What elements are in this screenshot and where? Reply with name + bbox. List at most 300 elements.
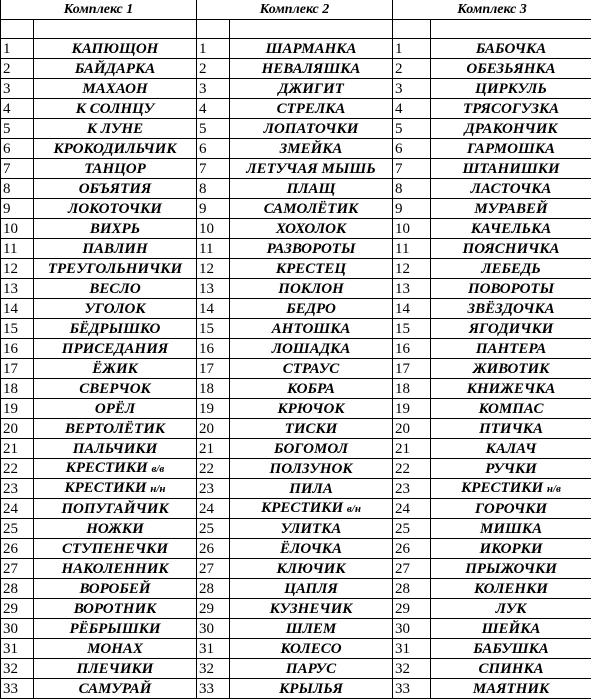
table-row bbox=[1, 599, 591, 619]
exercise-name-text: РЁБРЫШКИ bbox=[69, 620, 161, 637]
exercise-number: 8 bbox=[1, 179, 34, 199]
exercise-name bbox=[431, 519, 591, 539]
exercise-name-text: БАБОЧКА bbox=[475, 40, 547, 57]
exercise-number: 20 bbox=[197, 419, 230, 439]
exercise-number: 14 bbox=[1, 299, 34, 319]
header-complex-3: Комплекс 3 bbox=[393, 0, 591, 20]
exercise-name-text: ЁЛОЧКА bbox=[280, 540, 342, 557]
exercise-name-text: МУРАВЕЙ bbox=[474, 200, 548, 217]
exercise-name-text: ЛОШАДКА bbox=[271, 340, 351, 357]
exercise-name bbox=[34, 239, 197, 259]
table-row bbox=[1, 119, 591, 139]
exercise-name-text: КАПЮЩОН bbox=[71, 40, 159, 57]
exercise-number: 27 bbox=[197, 559, 230, 579]
exercise-name-text: ПОПУГАЙЧИК bbox=[61, 500, 169, 517]
exercise-name bbox=[230, 159, 393, 179]
exercise-number: 4 bbox=[1, 99, 34, 119]
exercise-number: 8 bbox=[393, 179, 431, 199]
exercise-name-text: КРЕСТИКИ bbox=[461, 480, 544, 496]
exercise-name-text: ВОРОТНИК bbox=[73, 600, 157, 617]
exercise-number: 5 bbox=[197, 119, 230, 139]
exercise-number: 31 bbox=[393, 639, 431, 659]
exercise-name-text: ЛЕТУЧАЯ МЫШЬ bbox=[246, 160, 376, 177]
exercise-number: 20 bbox=[393, 419, 431, 439]
table-row bbox=[1, 539, 591, 559]
exercise-name bbox=[34, 359, 197, 379]
blank-cell bbox=[197, 20, 230, 39]
exercise-number: 1 bbox=[197, 39, 230, 59]
exercise-name bbox=[34, 679, 197, 699]
exercise-name bbox=[431, 459, 591, 479]
exercise-number: 31 bbox=[197, 639, 230, 659]
exercise-number: 16 bbox=[197, 339, 230, 359]
exercise-name bbox=[34, 199, 197, 219]
exercise-name bbox=[230, 199, 393, 219]
table-row bbox=[1, 39, 591, 59]
exercise-number: 33 bbox=[197, 679, 230, 699]
exercise-number: 7 bbox=[1, 159, 34, 179]
table-row bbox=[1, 99, 591, 119]
exercise-number: 13 bbox=[393, 279, 431, 299]
exercise-name-text: ШЕЙКА bbox=[481, 620, 541, 637]
exercise-name bbox=[431, 339, 591, 359]
exercise-name bbox=[431, 59, 591, 79]
exercise-name-text: ПРИСЕДАНИЯ bbox=[61, 340, 169, 357]
exercise-name-text: РАЗВОРОТЫ bbox=[266, 240, 356, 257]
exercise-name bbox=[34, 579, 197, 599]
exercise-name bbox=[431, 159, 591, 179]
exercise-name-text: ЛОКОТОЧКИ bbox=[68, 200, 162, 217]
exercise-variant: н/н bbox=[150, 483, 166, 495]
table-row bbox=[1, 659, 591, 679]
exercise-name-text: БЕДРО bbox=[286, 300, 336, 317]
exercise-number: 19 bbox=[1, 399, 34, 419]
exercise-name-text: БЁДРЫШКО bbox=[69, 320, 161, 337]
exercise-number: 7 bbox=[393, 159, 431, 179]
header-complex-2: Комплекс 2 bbox=[197, 0, 393, 20]
exercise-number: 21 bbox=[393, 439, 431, 459]
exercise-name-text: ЖИВОТИК bbox=[472, 360, 550, 377]
exercise-name bbox=[34, 299, 197, 319]
exercise-name bbox=[230, 439, 393, 459]
table-row bbox=[1, 459, 591, 479]
exercise-name-text: ТРЕУГОЛЬНИЧКИ bbox=[47, 260, 183, 277]
exercise-number: 16 bbox=[393, 339, 431, 359]
exercise-name bbox=[230, 559, 393, 579]
exercise-name-text: ШТАНИШКИ bbox=[462, 160, 560, 177]
exercise-name bbox=[431, 319, 591, 339]
exercise-name-text: ЁЖИК bbox=[92, 360, 138, 377]
exercise-name-text: ДРАКОНЧИК bbox=[464, 120, 558, 137]
table-row bbox=[1, 59, 591, 79]
exercise-name-text: КРЕСТИКИ bbox=[64, 480, 147, 496]
exercise-number: 18 bbox=[197, 379, 230, 399]
exercise-name bbox=[230, 419, 393, 439]
exercise-name bbox=[431, 499, 591, 519]
exercise-name bbox=[230, 219, 393, 239]
exercise-name-text: НАКОЛЕННИК bbox=[61, 560, 169, 577]
exercise-name bbox=[431, 399, 591, 419]
exercise-name bbox=[34, 59, 197, 79]
exercise-name bbox=[230, 619, 393, 639]
exercise-name bbox=[230, 359, 393, 379]
exercise-number: 14 bbox=[197, 299, 230, 319]
exercise-name bbox=[34, 379, 197, 399]
table-row bbox=[1, 319, 591, 339]
exercise-name-text: ЗМЕЙКА bbox=[279, 140, 343, 157]
exercise-name bbox=[230, 399, 393, 419]
exercise-number: 29 bbox=[1, 599, 34, 619]
exercise-name-text: КАЧЕЛЬКА bbox=[470, 220, 552, 237]
exercise-name bbox=[230, 459, 393, 479]
exercise-number: 12 bbox=[393, 259, 431, 279]
exercise-name-text: МАХАОН bbox=[82, 80, 148, 97]
exercise-name bbox=[230, 659, 393, 679]
exercise-name-text: УЛИТКА bbox=[280, 520, 342, 537]
exercise-name-text: ОБЪЯТИЯ bbox=[78, 180, 152, 197]
exercise-name bbox=[34, 599, 197, 619]
exercise-name bbox=[431, 559, 591, 579]
exercise-name bbox=[230, 599, 393, 619]
exercise-name-text: ПОЯСНИЧКА bbox=[462, 240, 560, 257]
exercise-name bbox=[230, 259, 393, 279]
exercise-number: 25 bbox=[197, 519, 230, 539]
exercise-name bbox=[431, 119, 591, 139]
exercise-number: 12 bbox=[1, 259, 34, 279]
exercise-name bbox=[34, 479, 197, 499]
exercise-number: 14 bbox=[393, 299, 431, 319]
exercise-number: 6 bbox=[393, 139, 431, 159]
exercise-name bbox=[431, 659, 591, 679]
exercise-name-text: ЗВЁЗДОЧКА bbox=[467, 300, 555, 317]
blank-cell bbox=[34, 20, 197, 39]
exercise-name-text: РУЧКИ bbox=[485, 460, 537, 477]
table-row bbox=[1, 219, 591, 239]
exercise-name bbox=[230, 479, 393, 499]
exercise-number: 17 bbox=[1, 359, 34, 379]
blank-cell bbox=[1, 20, 34, 39]
exercise-name-text: ПОВОРОТЫ bbox=[467, 280, 555, 297]
exercise-number: 18 bbox=[1, 379, 34, 399]
table-row bbox=[1, 439, 591, 459]
exercise-name-text: ШЛЕМ bbox=[285, 620, 337, 637]
exercise-name bbox=[230, 279, 393, 299]
exercise-name bbox=[34, 419, 197, 439]
exercise-name-text: ТИСКИ bbox=[284, 420, 338, 437]
exercise-name bbox=[230, 119, 393, 139]
exercise-number: 6 bbox=[1, 139, 34, 159]
exercise-name bbox=[230, 339, 393, 359]
exercise-name bbox=[230, 39, 393, 59]
header-row bbox=[1, 0, 591, 20]
exercise-name bbox=[431, 219, 591, 239]
exercise-name bbox=[431, 539, 591, 559]
exercise-number: 24 bbox=[1, 499, 34, 519]
exercise-name-text: КОМПАС bbox=[478, 400, 544, 417]
exercise-name bbox=[34, 459, 197, 479]
exercise-number: 24 bbox=[197, 499, 230, 519]
exercise-name bbox=[34, 539, 197, 559]
table-row bbox=[1, 359, 591, 379]
blank-cell bbox=[393, 20, 431, 39]
exercise-number: 4 bbox=[197, 99, 230, 119]
exercise-number: 23 bbox=[1, 479, 34, 499]
exercise-variant: в/н bbox=[346, 503, 361, 515]
exercise-name-text: К ЛУНЕ bbox=[86, 120, 144, 137]
table-row bbox=[1, 159, 591, 179]
exercise-name-text: ГАРМОШКА bbox=[467, 140, 556, 157]
exercise-name-text: ЦИРКУЛЬ bbox=[475, 80, 547, 97]
exercise-number: 31 bbox=[1, 639, 34, 659]
table-row bbox=[1, 499, 591, 519]
exercise-name bbox=[431, 199, 591, 219]
blank-cell bbox=[431, 20, 591, 39]
exercise-number: 33 bbox=[393, 679, 431, 699]
table-row bbox=[1, 679, 591, 699]
table-row bbox=[1, 239, 591, 259]
exercise-number: 9 bbox=[197, 199, 230, 219]
exercise-number: 26 bbox=[1, 539, 34, 559]
exercise-number: 10 bbox=[1, 219, 34, 239]
exercise-rows bbox=[1, 39, 591, 699]
exercise-number: 1 bbox=[1, 39, 34, 59]
exercise-name-text: ПАВЛИН bbox=[82, 240, 148, 257]
exercise-number: 11 bbox=[1, 239, 34, 259]
exercise-name-text: МИШКА bbox=[480, 520, 543, 537]
exercise-name-text: КРЕСТЕЦ bbox=[275, 260, 347, 277]
exercise-name bbox=[34, 179, 197, 199]
exercise-name-text: СПИНКА bbox=[478, 660, 544, 677]
exercise-number: 2 bbox=[1, 59, 34, 79]
exercise-name bbox=[431, 139, 591, 159]
exercise-name bbox=[34, 439, 197, 459]
exercise-number: 5 bbox=[1, 119, 34, 139]
exercise-number: 32 bbox=[1, 659, 34, 679]
exercise-name-text: СТУПЕНЕЧКИ bbox=[62, 540, 169, 557]
exercise-number: 2 bbox=[393, 59, 431, 79]
exercise-number: 3 bbox=[197, 79, 230, 99]
table-row bbox=[1, 519, 591, 539]
exercise-name bbox=[431, 299, 591, 319]
exercise-name bbox=[34, 639, 197, 659]
exercise-number: 7 bbox=[197, 159, 230, 179]
exercise-name bbox=[431, 639, 591, 659]
exercise-name bbox=[431, 39, 591, 59]
table-row bbox=[1, 399, 591, 419]
table-row bbox=[1, 279, 591, 299]
exercise-number: 22 bbox=[1, 459, 34, 479]
blank-row bbox=[1, 20, 591, 39]
exercise-number: 28 bbox=[1, 579, 34, 599]
exercise-name-text: ИКОРКИ bbox=[479, 540, 543, 557]
exercise-name-text: КРЮЧОК bbox=[277, 400, 345, 417]
exercise-name-text: ДЖИГИТ bbox=[278, 80, 344, 97]
exercise-name bbox=[431, 679, 591, 699]
exercise-number: 25 bbox=[1, 519, 34, 539]
exercise-name bbox=[431, 79, 591, 99]
exercise-name-text: ХОХОЛОК bbox=[275, 220, 347, 237]
exercise-number: 15 bbox=[1, 319, 34, 339]
exercise-number: 3 bbox=[1, 79, 34, 99]
exercise-name-text: ШАРМАНКА bbox=[265, 40, 357, 57]
exercise-name bbox=[230, 679, 393, 699]
exercise-name bbox=[34, 319, 197, 339]
exercise-name-text: КЛЮЧИК bbox=[276, 560, 346, 577]
table-row bbox=[1, 559, 591, 579]
exercise-name-text: БАБУШКА bbox=[473, 640, 549, 657]
exercise-name bbox=[230, 579, 393, 599]
exercise-variant: в/в bbox=[151, 463, 165, 475]
exercise-number: 8 bbox=[197, 179, 230, 199]
exercise-name bbox=[431, 479, 591, 499]
exercise-name-text: ЦАПЛЯ bbox=[284, 580, 338, 597]
table-row bbox=[1, 639, 591, 659]
exercise-number: 26 bbox=[197, 539, 230, 559]
table-row bbox=[1, 379, 591, 399]
exercise-name bbox=[230, 239, 393, 259]
exercise-name-text: СТРАУС bbox=[282, 360, 340, 377]
exercise-name bbox=[34, 339, 197, 359]
exercise-number: 9 bbox=[393, 199, 431, 219]
exercise-number: 1 bbox=[393, 39, 431, 59]
exercise-number: 23 bbox=[393, 479, 431, 499]
exercise-name bbox=[230, 379, 393, 399]
exercise-name-text: КНИЖЕЧКА bbox=[466, 380, 556, 397]
exercise-name-text: ВИХРЬ bbox=[89, 220, 141, 237]
exercise-name-text: ПИЛА bbox=[289, 480, 333, 497]
exercise-name-text: КАЛАЧ bbox=[485, 440, 537, 457]
table-row bbox=[1, 619, 591, 639]
exercise-name-text: СВЕРЧОК bbox=[79, 380, 151, 397]
exercise-number: 28 bbox=[197, 579, 230, 599]
exercise-name-text: ПОЛЗУНОК bbox=[269, 460, 353, 477]
exercise-name bbox=[230, 539, 393, 559]
exercise-name-text: ТАНЦОР bbox=[84, 160, 146, 177]
table-row bbox=[1, 339, 591, 359]
exercise-number: 10 bbox=[393, 219, 431, 239]
exercise-name-text: БАЙДАРКА bbox=[74, 60, 156, 77]
exercise-name bbox=[34, 159, 197, 179]
exercise-number: 12 bbox=[197, 259, 230, 279]
exercise-name-text: МАЯТНИК bbox=[472, 680, 550, 697]
exercise-name bbox=[431, 259, 591, 279]
exercise-number: 21 bbox=[1, 439, 34, 459]
exercise-number: 19 bbox=[393, 399, 431, 419]
blank-cell bbox=[230, 20, 393, 39]
exercise-number: 15 bbox=[393, 319, 431, 339]
exercise-number: 30 bbox=[393, 619, 431, 639]
exercise-name-text: САМУРАЙ bbox=[78, 680, 152, 697]
exercise-name-text: ВЕРТОЛЁТИК bbox=[64, 420, 166, 437]
exercise-name-text: ТРЯСОГУЗКА bbox=[462, 100, 560, 117]
exercise-name bbox=[34, 559, 197, 579]
exercise-name-text: КРЕСТИКИ bbox=[261, 500, 344, 516]
exercise-name bbox=[34, 219, 197, 239]
exercise-name-text: ПРЫЖОЧКИ bbox=[465, 560, 557, 577]
exercise-number: 27 bbox=[1, 559, 34, 579]
exercise-name-text: ОРЁЛ bbox=[94, 400, 136, 417]
exercise-name-text: ЛАСТОЧКА bbox=[470, 180, 552, 197]
table-row bbox=[1, 199, 591, 219]
exercise-name-text: КУЗНЕЧИК bbox=[269, 600, 353, 617]
exercise-name-text: ПАРУС bbox=[285, 660, 337, 677]
exercise-number: 18 bbox=[393, 379, 431, 399]
exercise-number: 19 bbox=[197, 399, 230, 419]
exercise-number: 32 bbox=[393, 659, 431, 679]
exercise-name bbox=[431, 579, 591, 599]
exercise-number: 22 bbox=[393, 459, 431, 479]
exercise-name-text: КОЛЕСО bbox=[280, 640, 342, 657]
table-row bbox=[1, 419, 591, 439]
table-row bbox=[1, 579, 591, 599]
exercise-name-text: КОБРА bbox=[287, 380, 335, 397]
exercise-name-text: САМОЛЁТИК bbox=[263, 200, 359, 217]
exercise-name bbox=[431, 619, 591, 639]
exercise-name-text: КРОКОДИЛЬЧИК bbox=[53, 140, 177, 157]
exercise-name-text: НЕВАЛЯШКА bbox=[261, 60, 361, 77]
exercise-name bbox=[34, 619, 197, 639]
exercise-name bbox=[431, 439, 591, 459]
exercise-number: 29 bbox=[197, 599, 230, 619]
exercise-name-text: ПЛЕЧИКИ bbox=[76, 660, 154, 677]
exercise-number: 17 bbox=[393, 359, 431, 379]
exercise-number: 23 bbox=[197, 479, 230, 499]
exercise-name bbox=[431, 359, 591, 379]
exercise-name bbox=[34, 119, 197, 139]
exercise-number: 15 bbox=[197, 319, 230, 339]
exercise-name-text: К СОЛНЦУ bbox=[75, 100, 155, 117]
exercise-name-text: ПЛАЩ bbox=[286, 180, 336, 197]
exercise-number: 32 bbox=[197, 659, 230, 679]
exercise-name bbox=[34, 399, 197, 419]
exercise-number: 20 bbox=[1, 419, 34, 439]
exercise-name bbox=[34, 39, 197, 59]
exercise-name-text: АНТОШКА bbox=[271, 320, 351, 337]
exercise-name bbox=[34, 279, 197, 299]
exercise-number: 11 bbox=[197, 239, 230, 259]
exercise-number: 16 bbox=[1, 339, 34, 359]
exercise-name bbox=[431, 179, 591, 199]
exercise-name-text: БОГОМОЛ bbox=[273, 440, 349, 457]
exercise-name bbox=[230, 139, 393, 159]
exercise-name-text: ЛОПАТОЧКИ bbox=[263, 120, 359, 137]
exercise-name-text: ЛЕБЕДЬ bbox=[481, 260, 541, 277]
exercise-number: 30 bbox=[197, 619, 230, 639]
exercise-number: 2 bbox=[197, 59, 230, 79]
exercise-name bbox=[431, 239, 591, 259]
exercise-number: 27 bbox=[393, 559, 431, 579]
exercise-name bbox=[230, 519, 393, 539]
exercise-name bbox=[431, 599, 591, 619]
exercise-name bbox=[230, 79, 393, 99]
exercise-name-text: КРЕСТИКИ bbox=[65, 460, 148, 476]
exercise-number: 28 bbox=[393, 579, 431, 599]
table-row bbox=[1, 139, 591, 159]
exercise-name bbox=[431, 279, 591, 299]
exercise-number: 33 bbox=[1, 679, 34, 699]
exercise-name-text: МОНАХ bbox=[87, 640, 143, 657]
exercise-name bbox=[230, 179, 393, 199]
exercise-number: 11 bbox=[393, 239, 431, 259]
exercise-name-text: КОЛЕНКИ bbox=[474, 580, 548, 597]
table-row bbox=[1, 179, 591, 199]
exercise-name bbox=[431, 419, 591, 439]
exercise-number: 13 bbox=[197, 279, 230, 299]
exercise-name-text: КРЫЛЬЯ bbox=[279, 680, 343, 697]
exercise-name-text: УГОЛОК bbox=[84, 300, 146, 317]
exercise-number: 24 bbox=[393, 499, 431, 519]
exercise-number: 10 bbox=[197, 219, 230, 239]
